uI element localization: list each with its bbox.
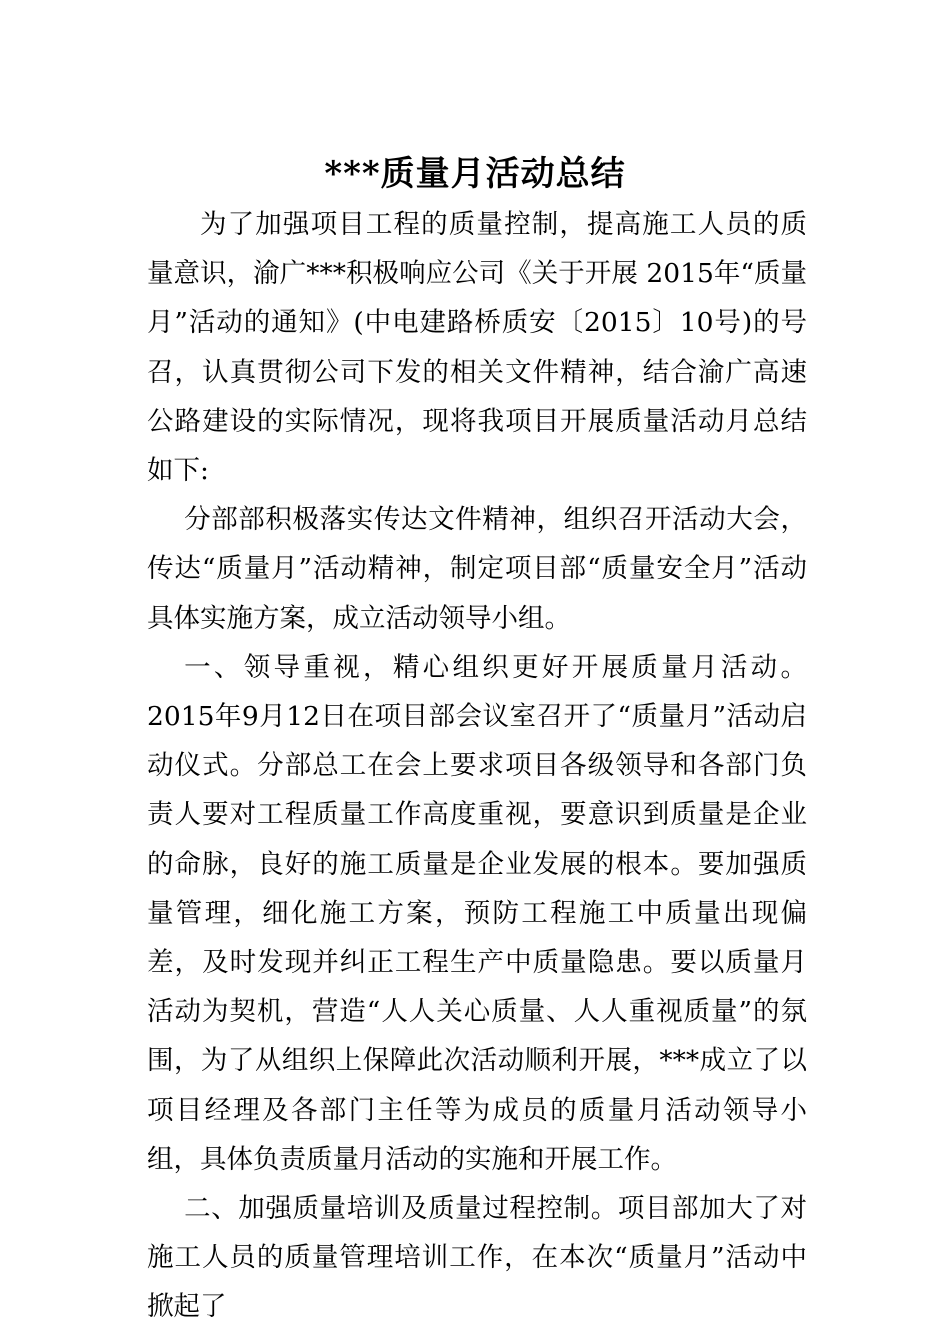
- document-title: ***质量月活动总结: [324, 154, 626, 194]
- paragraph-intro: 为了加强项目工程的质量控制，提高施工人员的质量意识，渝广***积极响应公司《关于开展 2015年“质量月”活动的通知》(中电建路桥质安〔2015〕10号)的号召，认真贯彻公司下发的相关文件精神，结合渝广高速公路建设的实际情况，现将我项目开展质量活动月总结如下:: [147, 209, 807, 487]
- paragraph-section-one: 一、领导重视，精心组织更好开展质量月活动。2015年9月12日在项目部会议室召开了“质量月”活动启动仪式。分部总工在会上要求项目各级领导和各部门负责人要对工程质量工作高度重视，要意识到质量是企业的命脉，良好的施工质量是企业发展的根本。要加强质量管理，细化施工方案，预防工程施工中质量出现偏差，及时发现并纠正工程生产中质量隐患。要以质量月活动为契机，营造“人人关心质量、人人重视质量”的氛围，为了从组织上保障此次活动顺利开展，***成立了以项目经理及各部门主任等为成员的质量月活动领导小组，具体负责质量月活动的实施和开展工作。: [147, 651, 807, 1175]
- document-body: [147, 200, 807, 1332]
- paragraph-section-two: 二、加强质量培训及质量过程控制。项目部加大了对施工人员的质量管理培训工作，在本次“质量月”活动中掀起了: [147, 1193, 807, 1323]
- paragraph-implementation: 分部部积极落实传达文件精神，组织召开活动大会，传达“质量月”活动精神，制定项目部“质量安全月”活动具体实施方案，成立活动领导小组。: [147, 504, 807, 634]
